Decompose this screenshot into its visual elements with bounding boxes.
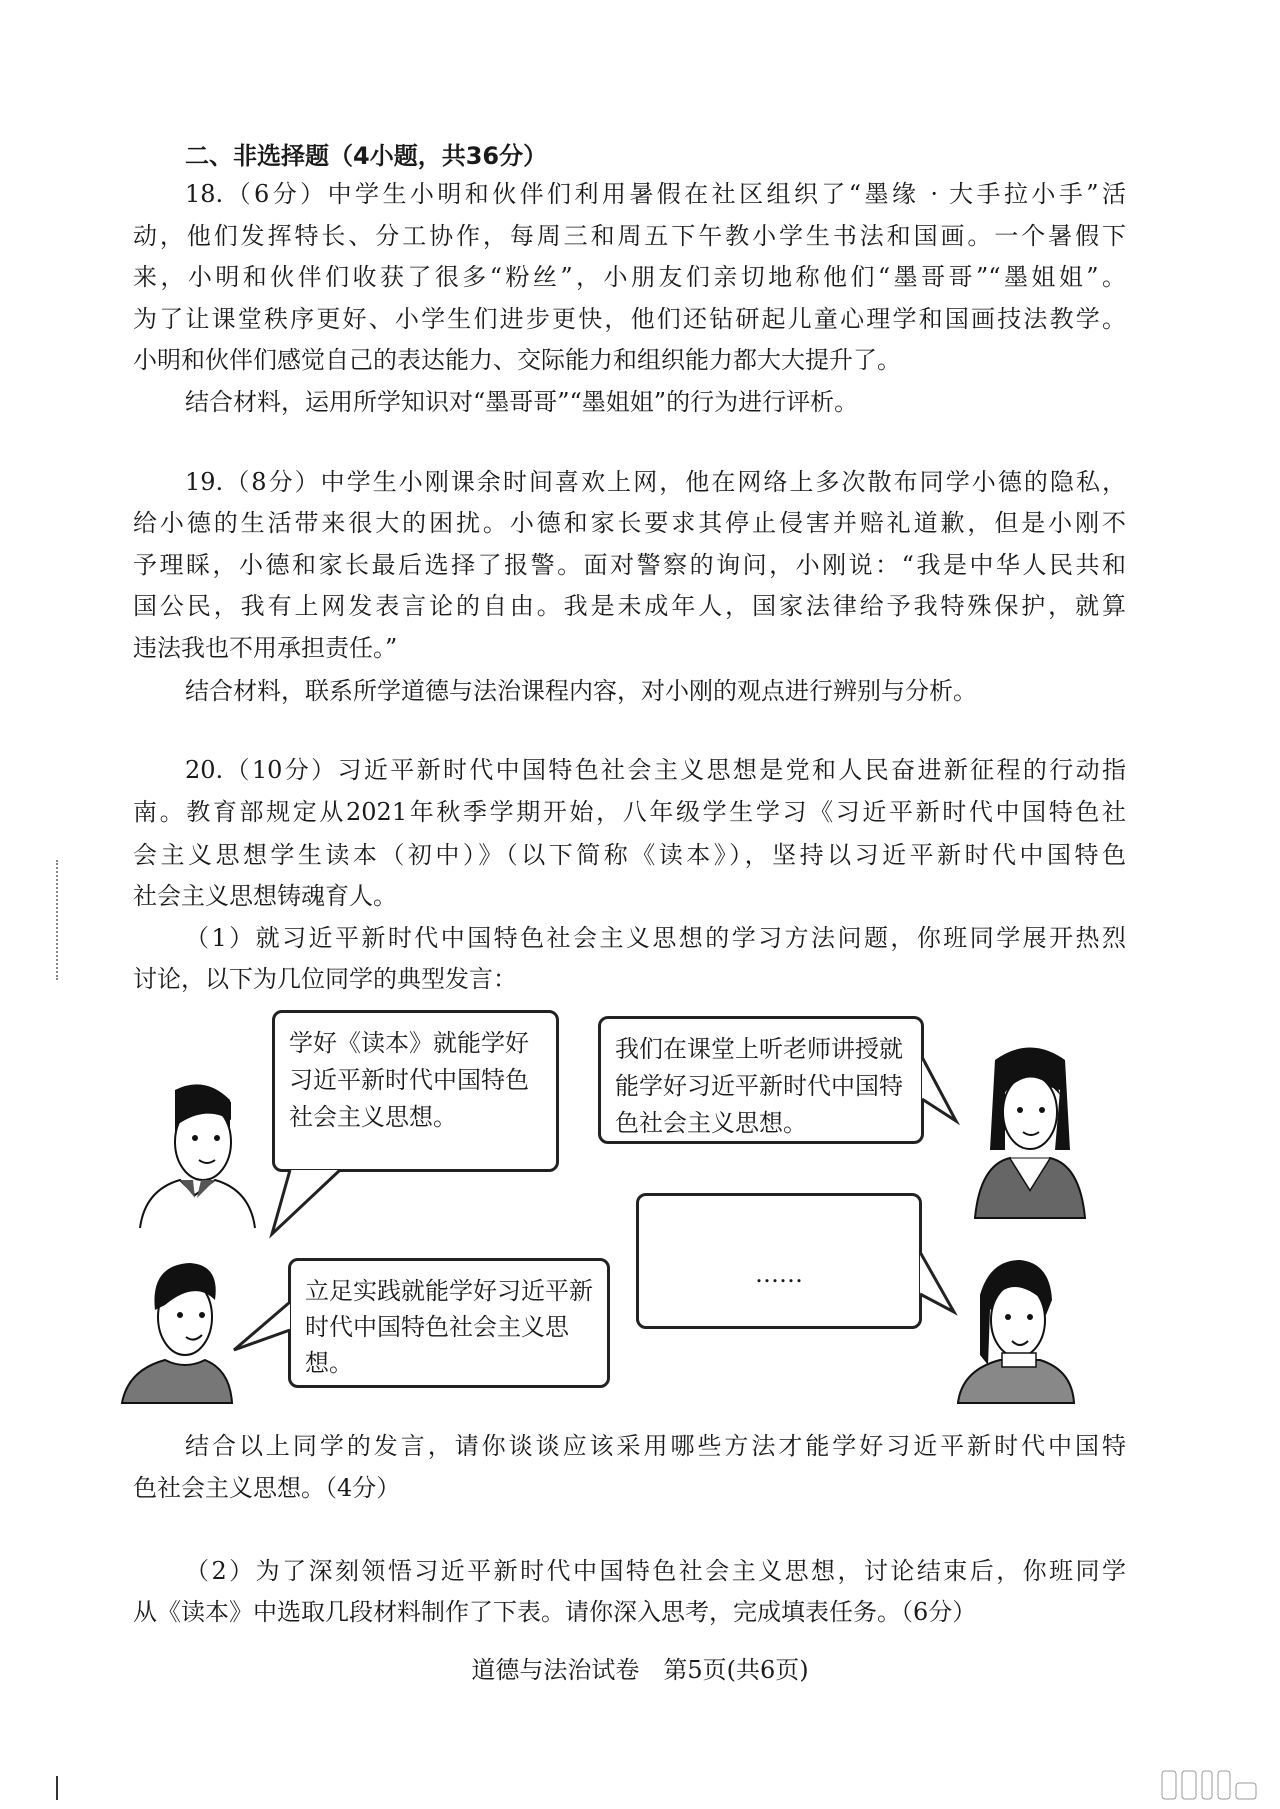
- q20-line: 会主义思想学生读本（初中）》（以下简称《读本》），坚持以习近平新时代中国特色: [133, 841, 1126, 869]
- q20-line: 南。教育部规定从2021年秋季学期开始，八年级学生学习《习近平新时代中国特色社: [133, 798, 1126, 826]
- girl-figure-2: [950, 1255, 1080, 1405]
- boy-figure-2: [120, 1255, 240, 1405]
- q20-line: 社会主义思想铸魂育人。: [133, 882, 397, 910]
- q20-part1-task-line: 色社会主义思想。（4分）: [133, 1474, 401, 1502]
- speech-bubble: ……: [636, 1193, 922, 1329]
- boy-figure-1: [135, 1080, 265, 1230]
- q20-part1-line: 讨论，以下为几位同学的典型发言：: [133, 965, 517, 993]
- bubble-tail: [232, 1300, 292, 1360]
- scan-edge-mark: [56, 1776, 58, 1800]
- q18-line: 18.（6分）中学生小明和伙伴们利用暑假在社区组织了“墨缘 · 大手拉小手”活: [185, 180, 1126, 208]
- q18-line: 为了让课堂秩序更好、小学生们进步更快，他们还钻研起儿童心理学和国画技法教学。: [133, 305, 1126, 333]
- q18-line: 小明和伙伴们感觉自己的表达能力、交际能力和组织能力都大大提升了。: [133, 346, 901, 374]
- q19-line: 违法我也不用承担责任。”: [133, 634, 398, 662]
- speech-bubble: 我们在课堂上听老师讲授就能学好习近平新时代中国特色社会主义思想。: [598, 1016, 924, 1144]
- q20-part2-line: （2）为了深刻领悟习近平新时代中国特色社会主义思想，讨论结束后，你班同学: [185, 1557, 1126, 1585]
- section-heading: 二、非选择题（4小题，共36分）: [185, 142, 548, 170]
- bubble-tail: [270, 1168, 350, 1238]
- scan-dotted-mark: [56, 860, 60, 980]
- girl-figure-1: [965, 1040, 1095, 1220]
- q19-line: 给小德的生活带来很大的困扰。小德和家长要求其停止侵害并赔礼道歉，但是小刚不: [133, 509, 1126, 537]
- q19-line: 19.（8分）中学生小刚课余时间喜欢上网，他在网络上多次散布同学小德的隐私，: [185, 468, 1126, 496]
- q18-line: 来，小明和伙伴们收获了很多“粉丝”，小朋友们亲切地称他们“墨哥哥”“墨姐姐”。: [133, 263, 1126, 291]
- bubble-tail: [920, 1055, 960, 1125]
- q18-line: 动，他们发挥特长、分工协作，每周三和周五下午教小学生书法和国画。一个暑假下: [133, 222, 1126, 250]
- q18-task: 结合材料，运用所学知识对“墨哥哥”“墨姐姐”的行为进行评析。: [185, 388, 859, 416]
- page-footer: 道德与法治试卷 第5页(共6页): [471, 1656, 809, 1684]
- q19-task: 结合材料，联系所学道德与法治课程内容，对小刚的观点进行辨别与分析。: [185, 677, 977, 705]
- q20-part1-line: （1）就习近平新时代中国特色社会主义思想的学习方法问题，你班同学展开热烈: [185, 924, 1126, 952]
- speech-bubble: 学好《读本》就能学好习近平新时代中国特色社会主义思想。: [272, 1010, 559, 1172]
- q19-line: 予理睬，小德和家长最后选择了报警。面对警察的询问，小刚说：“我是中华人民共和: [133, 551, 1126, 579]
- barcode-marks: [1160, 1765, 1260, 1801]
- q20-part2-line: 从《读本》中选取几段材料制作了下表。请你深入思考，完成填表任务。（6分）: [133, 1598, 977, 1626]
- q19-line: 国公民，我有上网发表言论的自由。我是未成年人，国家法律给予我特殊保护，就算: [133, 592, 1126, 620]
- q20-line: 20.（10分）习近平新时代中国特色社会主义思想是党和人民奋进新征程的行动指: [185, 756, 1126, 784]
- q20-part1-task-line: 结合以上同学的发言，请你谈谈应该采用哪些方法才能学好习近平新时代中国特: [185, 1432, 1126, 1460]
- speech-bubble: 立足实践就能学好习近平新时代中国特色社会主义思想。: [288, 1258, 610, 1388]
